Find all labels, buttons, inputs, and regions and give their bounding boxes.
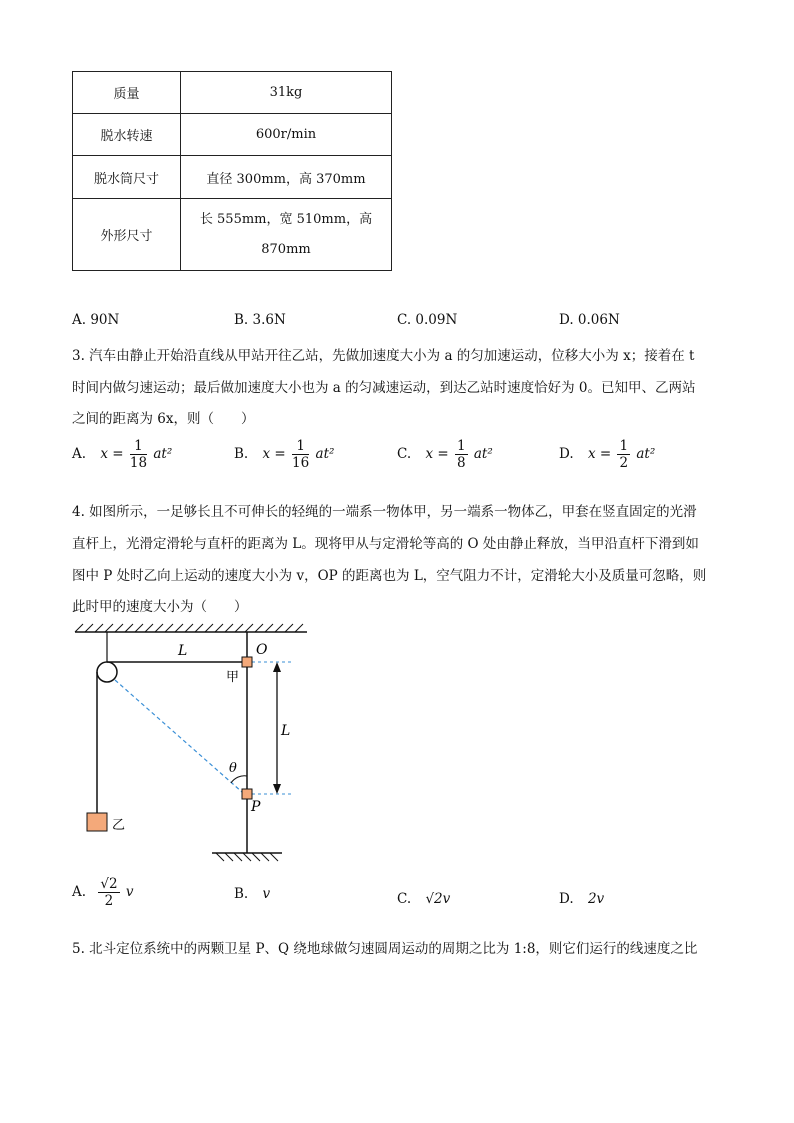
q2-option-d: D. 0.06N — [559, 312, 620, 328]
q4-option-b — [234, 886, 270, 902]
fraction — [617, 438, 630, 471]
q4-option-d — [559, 891, 604, 907]
q5-text-line: 5. 北斗定位系统中的两颗卫星 P、Q 绕地球做匀速圆周运动的周期之比为 1:8，则它们运行的线速度之比 — [72, 941, 698, 957]
angle-arc — [231, 776, 247, 783]
pulley — [97, 662, 117, 682]
option-label: D. — [559, 446, 574, 462]
table-cell-value: 31kg — [181, 72, 392, 114]
equation-lhs: x = — [262, 446, 286, 462]
q4-text-line: 直杆上，光滑定滑轮与直杆的距离为 L。现将甲从与定滑轮等高的 O 处由静止释放，当甲沿直杆下滑到如 — [72, 536, 699, 552]
option-label: B. — [234, 446, 249, 462]
table-cell-value — [181, 199, 392, 271]
equation-lhs: x = — [587, 446, 612, 462]
q3-text-line: 之间的距离为 6x，则（ ） — [72, 411, 255, 427]
q2-option-b: B. 3.6N — [234, 312, 286, 328]
spec-table — [72, 71, 392, 271]
numerator: √2 — [100, 876, 118, 892]
pulley-diagram — [60, 620, 320, 865]
option-label: C. — [397, 446, 412, 462]
option-label: D. — [559, 891, 574, 907]
q2-option-c: C. 0.09N — [397, 312, 458, 328]
table-row — [73, 114, 392, 156]
denominator: 8 — [456, 455, 466, 471]
block-jia-o — [242, 657, 252, 667]
q3-option-d — [559, 438, 655, 471]
denominator: 2 — [104, 893, 114, 909]
option-expr: v — [262, 886, 271, 902]
label-jia: 甲 — [226, 670, 240, 685]
table-row — [73, 156, 392, 199]
ground-hatch — [216, 853, 278, 861]
option-label: B. — [234, 886, 249, 902]
q4-text-line: 图中 P 处时乙向上运动的速度大小为 v，OP 的距离也为 L，空气阻力不计，定滑轮大小及质量可忽略，则 — [72, 568, 707, 584]
table-cell-value-line: 870mm — [261, 241, 311, 257]
q4-option-a — [72, 876, 133, 909]
q2-option-a: A. 90N — [72, 312, 120, 328]
option-expr: 2v — [587, 891, 605, 907]
equation-rhs: at² — [636, 446, 656, 462]
equation-rhs: at² — [473, 446, 493, 462]
option-label: A. — [72, 884, 87, 900]
table-cell-value: 直径 300mm，高 370mm — [181, 156, 392, 199]
q4-text-line: 4. 如图所示，一足够长且不可伸长的轻绳的一端系一物体甲，另一端系一物体乙，甲套在竖直固定的光滑 — [72, 504, 697, 520]
rope-dashed — [115, 680, 242, 792]
table-cell-label: 脱水转速 — [73, 114, 181, 156]
label-l-top: L — [178, 643, 188, 659]
equation-lhs: x = — [425, 446, 449, 462]
q3-option-c — [397, 438, 493, 471]
numerator: 1 — [456, 438, 466, 454]
table-cell-label: 质量 — [73, 72, 181, 114]
numerator: 1 — [292, 438, 309, 455]
q3-option-b — [234, 438, 334, 471]
equation-rhs: at² — [153, 446, 173, 462]
q3-option-a — [72, 438, 172, 471]
table-cell-value-line: 长 555mm，宽 510mm，高 — [199, 211, 373, 227]
table-row — [73, 72, 392, 114]
q4-option-c — [397, 891, 450, 907]
arrow-head-down — [273, 784, 281, 794]
fraction — [455, 438, 468, 471]
q3-text-line: 时间内做匀速运动；最后做加速度大小也为 a 的匀减速运动，到达乙站时速度恰好为 0。已知甲、乙两站 — [72, 380, 696, 396]
table-cell-label: 外形尺寸 — [73, 199, 181, 271]
label-l-side: L — [281, 723, 291, 739]
option-label: C. — [397, 891, 412, 907]
equation-rhs: at² — [315, 446, 335, 462]
option-label: A. — [72, 446, 87, 462]
numerator: 1 — [130, 438, 147, 455]
table-row — [73, 199, 392, 271]
numerator: 1 — [619, 438, 629, 454]
denominator: 18 — [129, 455, 148, 471]
option-expr: v — [125, 884, 134, 900]
label-yi: 乙 — [112, 818, 126, 833]
denominator: 16 — [292, 455, 310, 471]
block-jia-p — [242, 789, 252, 799]
fraction — [98, 876, 119, 909]
q4-text-line: 此时甲的速度大小为（ ） — [72, 599, 248, 615]
table-cell-label: 脱水筒尺寸 — [73, 156, 181, 199]
equation-lhs: x = — [100, 446, 124, 462]
label-theta: θ — [229, 761, 237, 776]
label-p: P — [251, 799, 261, 815]
option-expr: √2v — [425, 891, 451, 907]
q3-text-line: 3. 汽车由静止开始沿直线从甲站开往乙站，先做加速度大小为 a 的匀加速运动，位移大小为 x；接着在 t — [72, 348, 695, 364]
ceiling-hatch — [75, 624, 303, 632]
denominator: 2 — [619, 455, 629, 471]
block-yi — [87, 813, 107, 831]
arrow-head-up — [273, 662, 281, 672]
fraction — [292, 438, 309, 471]
label-o: O — [256, 642, 268, 658]
table-cell-value: 600r/min — [181, 114, 392, 156]
fraction — [130, 438, 147, 471]
